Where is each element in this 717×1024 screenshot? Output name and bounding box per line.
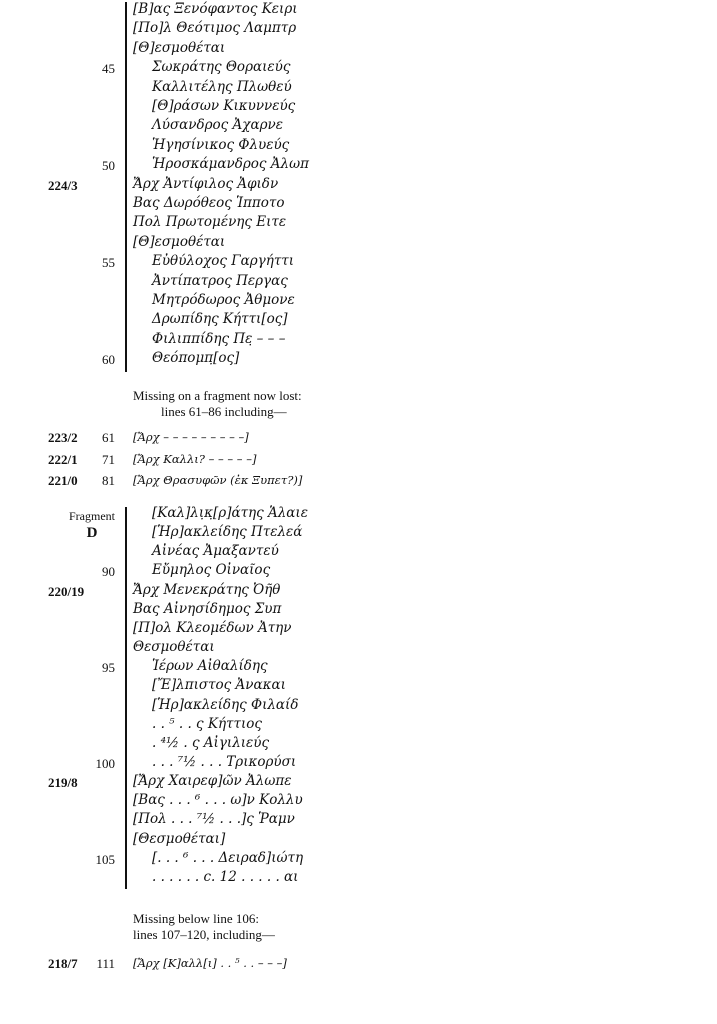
inscription-text: [Πο]λ Θεότιμος Λαμπτρ (133, 20, 297, 37)
inscription-text: Ἡροσκάμανδρος Ἀλωπ (152, 156, 309, 173)
inscription-line (0, 505, 717, 525)
inscription-line (0, 273, 717, 293)
inscription-line (0, 582, 717, 602)
inscription-text: Βας Δωρόθεος Ἱπποτο (133, 195, 285, 211)
line-number: 105 (95, 851, 115, 867)
inscription-text: Φιλιππίδης Πε̣ – – – (152, 330, 286, 347)
inscription-line (0, 292, 717, 312)
inscription-line (0, 98, 717, 118)
inscription-line (0, 428, 717, 448)
missing-note-2-line2: lines 107–120, including— (133, 927, 275, 942)
fragment-letter: D (86, 525, 98, 541)
inscription-text: . . . ⁷½ . . . Τρικορύσι (152, 753, 297, 770)
inscription-text: . . ⁵ . . ς Κήττιος (152, 715, 262, 732)
inscription-line (0, 773, 717, 793)
inscription-text: [. . . ⁶ . . . Δειραδ]ιώτη (152, 849, 304, 866)
inscription-line (0, 754, 717, 774)
inscription-line (0, 831, 717, 851)
line-number: 61 (102, 430, 115, 445)
inscription-text: Βας Αἰνησίδημος Συπ (133, 600, 282, 617)
inscription-text: [Ἄρχ Καλλι? – – – – –] (133, 451, 257, 466)
last-lost-line (0, 954, 717, 974)
inscription-line (0, 59, 717, 79)
archon-year: 224/3 (48, 177, 78, 193)
inscription-line (0, 1, 717, 21)
inscription-line (0, 639, 717, 659)
line-number: 111 (96, 956, 115, 971)
inscription-text: Εὐθύλοχος Γαργήττι (152, 253, 295, 270)
inscription-text: [Πολ . . . ⁷½ . . .]ς Ῥαμν (133, 811, 295, 828)
inscription-line (0, 234, 717, 254)
inscription-line (0, 562, 717, 582)
line-number: 55 (102, 255, 115, 271)
inscription-text: Ἄρχ Μενεκράτης Ὀῆθ (133, 581, 281, 598)
inscription-text: . . . . . . c. 12 . . . . . αι (152, 868, 299, 885)
missing-note-1 (133, 388, 302, 420)
missing-note-1-line2: lines 61–86 including— (161, 404, 287, 419)
inscription-text: . ⁴½ . ς Αἰγιλιεύς (152, 734, 270, 751)
inscription-line (0, 620, 717, 640)
inscription-line (0, 350, 717, 370)
inscription-text: [Ἄρχ Θρασυφῶν (ἐκ Ξυπετ?)] (133, 473, 303, 487)
inscription-text: Θεόπομπ̣[ος] (152, 350, 240, 367)
inscription-line (0, 195, 717, 215)
inscription-line (0, 735, 717, 755)
line-number: 60 (102, 352, 115, 368)
inscription-line (0, 137, 717, 157)
inscription-line (0, 214, 717, 234)
inscription-text: [Ἡρ]ακλείδης Πτελεά (152, 524, 303, 541)
inscription-line (0, 450, 717, 470)
inscription-text: Σωκράτης Θοραιεύς (152, 59, 291, 76)
inscription-text: Δρωπίδης Κήττι[ος] (152, 311, 288, 328)
inscription-text: [Ἔ]λπιστος Ἀνακαι (152, 677, 286, 694)
inscription-text: Ἀντίπατρος Περγας (152, 272, 288, 289)
inscription-text: Μητρόδωρος Ἀθμονε (152, 292, 295, 308)
line-number: 45 (102, 61, 115, 77)
inscription-text: [Θ]εσμοθέται (133, 39, 226, 56)
inscription-line (0, 311, 717, 331)
inscription-line (0, 811, 717, 831)
missing-note-2 (133, 911, 275, 943)
line-number: 50 (102, 158, 115, 174)
inscription-text: [Ἄρχ [Κ]αλλ[ι] . . ⁵ . . – – –] (133, 956, 287, 970)
inscription-line (0, 156, 717, 176)
inscription-line (0, 524, 717, 544)
inscription-text: Καλλιτέλης Πλωθεύ (152, 78, 292, 95)
inscription-line (0, 869, 717, 889)
archon-year: 222/1 (48, 451, 78, 467)
archon-year: 223/2 (48, 430, 78, 445)
inscription-line (0, 716, 717, 736)
inscription-line (0, 697, 717, 717)
inscription-text: Αἰνέας Ἀμαξαντεύ (152, 543, 279, 560)
inscription-text: [Π]ολ Κλεομέδων Ἀτην (133, 619, 292, 636)
inscription-text: Πολ Πρωτομένης Ειτε (133, 214, 287, 231)
inscription-line (0, 543, 717, 563)
inscription-text: Ἄρχ Ἀντίφιλος Ἀφιδν (133, 175, 279, 192)
inscription-line (0, 40, 717, 60)
inscription-line (0, 331, 717, 351)
inscription-text: Ἱέρων Αἰθαλίδης (152, 658, 268, 675)
inscription-text: [Βας . . . ⁶ . . . ω]ν Κολλυ (133, 792, 303, 809)
inscription-line (0, 253, 717, 273)
missing-note-2-line1: Missing below line 106: (133, 911, 260, 926)
line-number: 95 (102, 660, 115, 676)
fragment-label: Fragment (69, 509, 115, 523)
archon-year: 218/7 (48, 956, 78, 971)
inscription-line (0, 471, 717, 491)
line-number: 81 (102, 473, 115, 488)
inscription-line (0, 176, 717, 196)
missing-note-1-line1: Missing on a fragment now lost: (133, 388, 302, 403)
line-number: 71 (102, 451, 115, 467)
inscription-line (0, 117, 717, 137)
archon-year: 221/0 (48, 473, 78, 488)
inscription-line (0, 677, 717, 697)
line-number: 90 (102, 564, 115, 580)
inscription-text: [Θ]ράσων Κικυννεύς (152, 98, 296, 114)
inscription-text: [Ἄρχ Χαιρεφ]ῶν Ἀλωπε (133, 773, 292, 790)
inscription-line (0, 79, 717, 99)
archon-year: 220/19 (48, 583, 85, 599)
inscription-line (0, 658, 717, 678)
inscription-text: [Β]ας Ξενόφαντος Κειρι (133, 1, 298, 17)
inscription-text: [Θ]εσμοθέται (133, 233, 226, 250)
inscription-text: [Ἡρ]ακλείδης Φιλαίδ (152, 696, 299, 713)
inscription-text: Εὔμηλος Οἰναῖος (152, 562, 271, 579)
inscription-text: [Ἄρχ – – – – – – – – –] (133, 430, 249, 444)
inscription-line (0, 20, 717, 40)
inscription-text: [Καλ]λι̣κ̣[ρ]άτης Ἁλαιε (152, 505, 308, 521)
inscription-text: [Θεσμοθέται] (133, 830, 226, 847)
inscription-text: Λύσανδρος Ἀχαρνε (152, 117, 283, 134)
inscription-line (0, 601, 717, 621)
inscription-text: Θεσμοθέται (133, 639, 215, 656)
inscription-text: Ἡγησίνικος Φλυεύς (152, 136, 290, 153)
inscription-line (0, 850, 717, 870)
line-number: 100 (95, 755, 115, 771)
inscription-line (0, 792, 717, 812)
archon-year: 219/8 (48, 775, 78, 791)
